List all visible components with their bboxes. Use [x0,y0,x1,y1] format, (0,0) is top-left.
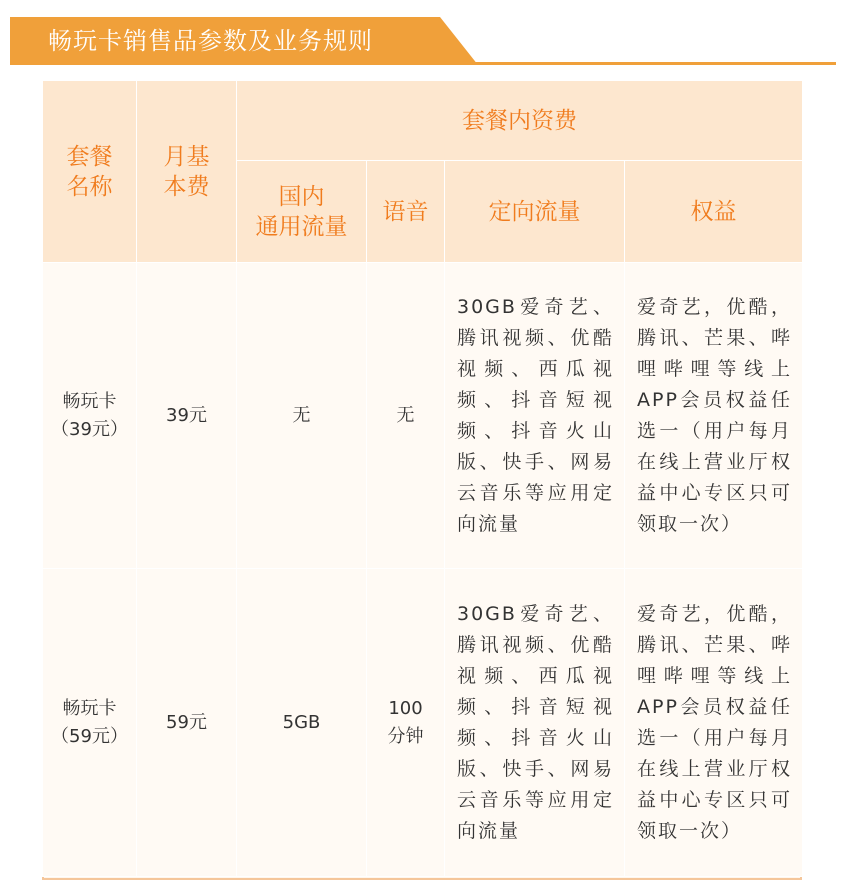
table-row [43,569,803,877]
banner-underline [10,62,836,65]
header-directed-data: 定向流量 [445,161,625,263]
header-domestic-data-line2: 通用流量 [255,213,348,240]
voice-cell [367,263,445,569]
package-name: 畅玩卡 [62,697,117,719]
domestic-data-cell: 无 [237,263,367,569]
package-parameters-table [42,80,803,877]
package-name-cell [43,263,137,569]
package-price-note: （59元） [51,725,128,747]
header-package-name [43,81,137,263]
header-package-name-line1: 套餐 [66,143,113,170]
header-included-charges: 套餐内资费 [237,81,803,161]
voice-cell [367,569,445,877]
header-monthly-fee-line1: 月基 [163,143,210,170]
package-price-note: （39元） [51,418,128,440]
header-package-name-line2: 名称 [66,173,113,200]
header-monthly-fee [137,81,237,263]
header-voice: 语音 [367,161,445,263]
table-row [43,263,803,569]
section-banner [10,17,478,65]
voice-value: 100 [388,697,423,719]
header-row-top [43,81,803,161]
domestic-data-cell: 5GB [237,569,367,877]
package-name: 畅玩卡 [62,390,117,412]
header-domestic-data [237,161,367,263]
header-monthly-fee-line2: 本费 [163,173,210,200]
monthly-fee-cell: 39元 [137,263,237,569]
directed-data-cell: 30GB爱奇艺、腾讯视频、优酷视频、西瓜视频、抖音短视频、抖音火山版、快手、网易云音乐等应用定向流量 [445,569,625,877]
voice-value: 无 [396,404,415,426]
voice-unit: 分钟 [387,725,424,747]
header-domestic-data-line1: 国内 [278,183,325,210]
benefits-cell: 爱奇艺，优酷，腾讯、芒果、哔哩哔哩等线上APP会员权益任选一（用户每月在线上营业厅权益中心专区只可领取一次） [625,263,803,569]
section-title: 畅玩卡销售品参数及业务规则 [48,27,373,55]
directed-data-cell: 30GB爱奇艺、腾讯视频、优酷视频、西瓜视频、抖音短视频、抖音火山版、快手、网易云音乐等应用定向流量 [445,263,625,569]
monthly-fee-cell: 59元 [137,569,237,877]
header-benefits: 权益 [625,161,803,263]
package-name-cell [43,569,137,877]
benefits-cell: 爱奇艺，优酷，腾讯、芒果、哔哩哔哩等线上APP会员权益任选一（用户每月在线上营业厅权益中心专区只可领取一次） [625,569,803,877]
